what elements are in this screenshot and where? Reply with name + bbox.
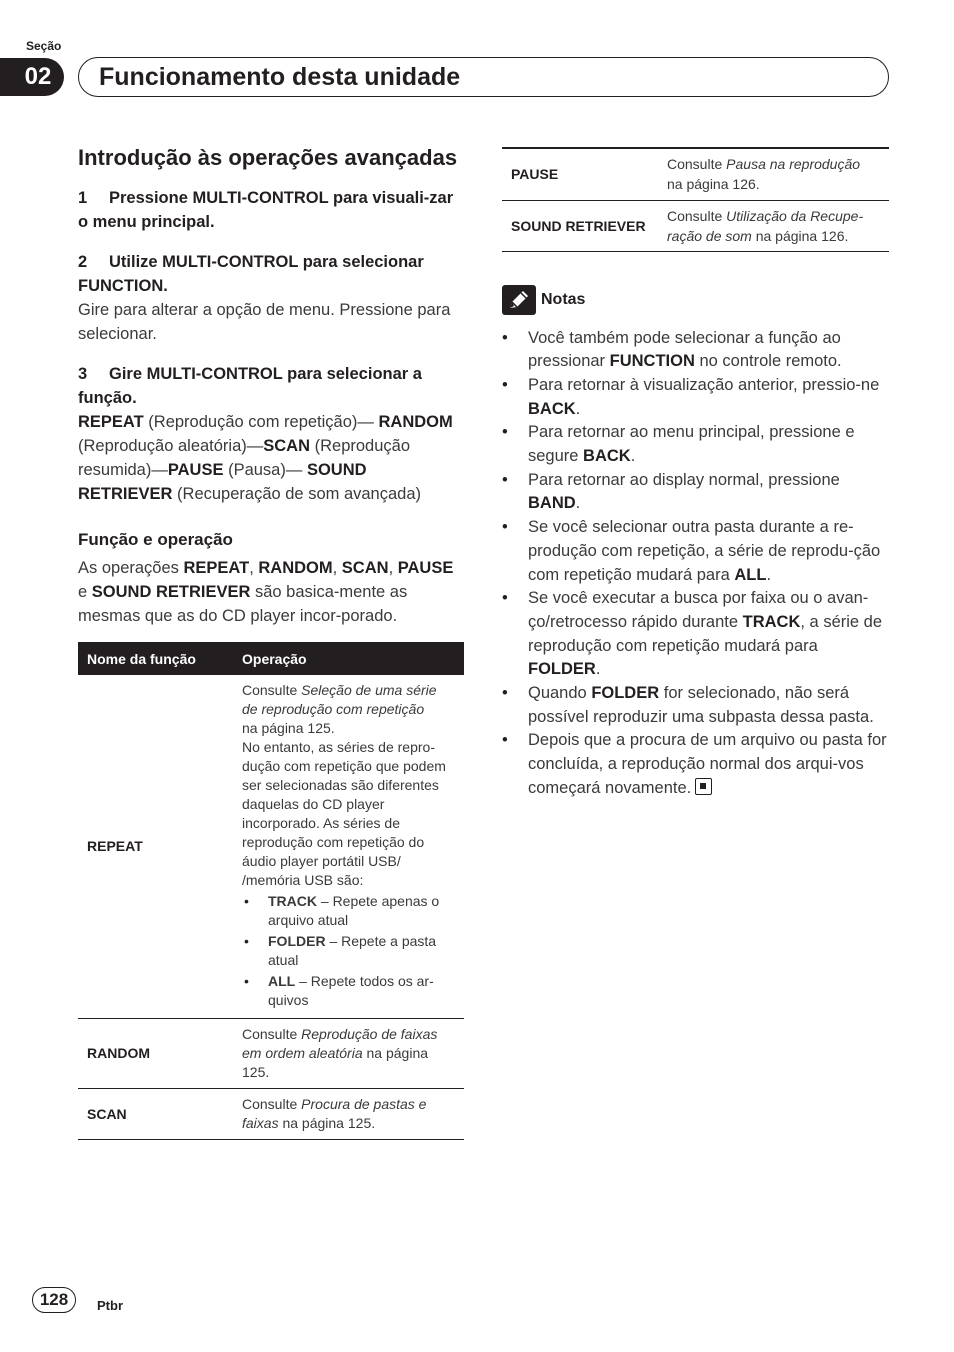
section-label: Seção [26, 39, 62, 53]
end-of-section-icon [695, 778, 712, 795]
step-1: 1 Pressione MULTI-CONTROL para visuali-zar o menu principal. [78, 189, 454, 231]
section-number-badge: 02 [0, 58, 64, 96]
list-item: • Para retornar ao menu principal, pressione e segure BACK. [502, 421, 889, 468]
list-item: • Quando FOLDER for selecionado, não será possível reproduzir uma subpasta dessa pasta. [502, 682, 889, 729]
page-number: 128 [32, 1287, 76, 1313]
table-header-name: Nome da função [78, 642, 233, 675]
function-section-title: Função e operação [78, 530, 233, 549]
list-item: • Depois que a procura de um arquivo ou pasta for concluída, a reprodução normal dos arqui-vos começará novamente. [502, 729, 889, 800]
function-table-continued [502, 147, 889, 252]
function-table [78, 642, 464, 1140]
step-2: 2 Utilize MULTI-CONTROL para selecionar FUNCTION. [78, 253, 424, 295]
table-row: SCAN Consulte Procura de pastas e faixas na página 125. [78, 1089, 464, 1140]
language-code: Ptbr [97, 1298, 123, 1313]
list-item: • ALL – Repete todos os ar-quivos [242, 972, 452, 1010]
step-3: 3 Gire MULTI-CONTROL para selecionar a função. [78, 365, 422, 407]
table-header-operation: Operação [233, 642, 464, 675]
list-item: • TRACK – Repete apenas o arquivo atual [242, 892, 452, 930]
left-column [78, 144, 464, 1140]
right-column [502, 147, 889, 801]
intro-title: Introdução às operações avançadas [78, 145, 458, 170]
repeat-options-list [242, 892, 452, 1010]
notes-title: Notas [541, 290, 586, 308]
chapter-title: Funcionamento desta unidade [78, 57, 889, 97]
list-item: • FOLDER – Repete a pasta atual [242, 932, 452, 970]
table-row: RANDOM Consulte Reprodução de faixas em ordem aleatória na página 125. [78, 1019, 464, 1089]
list-item: • Para retornar ao display normal, pressione BAND. [502, 469, 889, 516]
table-row: SOUND RETRIEVER Consulte Utilização da Recupe-ração de som na página 126. [502, 200, 889, 251]
notes-list [502, 327, 889, 801]
step-2-detail: Gire para alterar a opção de menu. Pressione para selecionar. [78, 301, 451, 343]
notes-header [502, 285, 889, 315]
function-sequence: REPEAT (Reprodução com repetição)— RANDOM (Reprodução aleatória)—SCAN (Reprodução resumida)—PAUSE (Pausa)— SOUND RETRIEVER (Recuperação de som avançada) [78, 413, 453, 503]
list-item: • Para retornar à visualização anterior, pressio-ne BACK. [502, 374, 889, 421]
table-row: PAUSE Consulte Pausa na reprodução na página 126. [502, 148, 889, 200]
list-item: • Se você selecionar outra pasta durante a re-produção com repetição, a série de reprodu-ção com repetição mudará para ALL. [502, 516, 889, 587]
list-item: • Se você executar a busca por faixa ou o avan-ço/retrocesso rápido durante TRACK, a série de reprodução com repetição mudará para FOLDER. [502, 587, 889, 682]
note-pencil-icon [502, 285, 536, 315]
table-row: REPEAT Consulte Seleção de uma série de reprodução com repetição na página 125. No entanto, as séries de repro-dução com repetição que podem ser selecionadas são diferentes daquelas do CD player incorporado. As séries de reprodução com repetição do áudio player portátil USB/ /memória USB são: • TRACK – Repete apenas o arquivo atual • FOLDER – Repete a pasta atual • ALL – Repete todos os ar-quivos [78, 675, 464, 1019]
list-item: • Você também pode selecionar a função ao pressionar FUNCTION no controle remoto. [502, 327, 889, 374]
function-section-paragraph: As operações REPEAT, RANDOM, SCAN, PAUSE e SOUND RETRIEVER são basica-mente as mesmas que as do CD player incor-porado. [78, 559, 454, 625]
